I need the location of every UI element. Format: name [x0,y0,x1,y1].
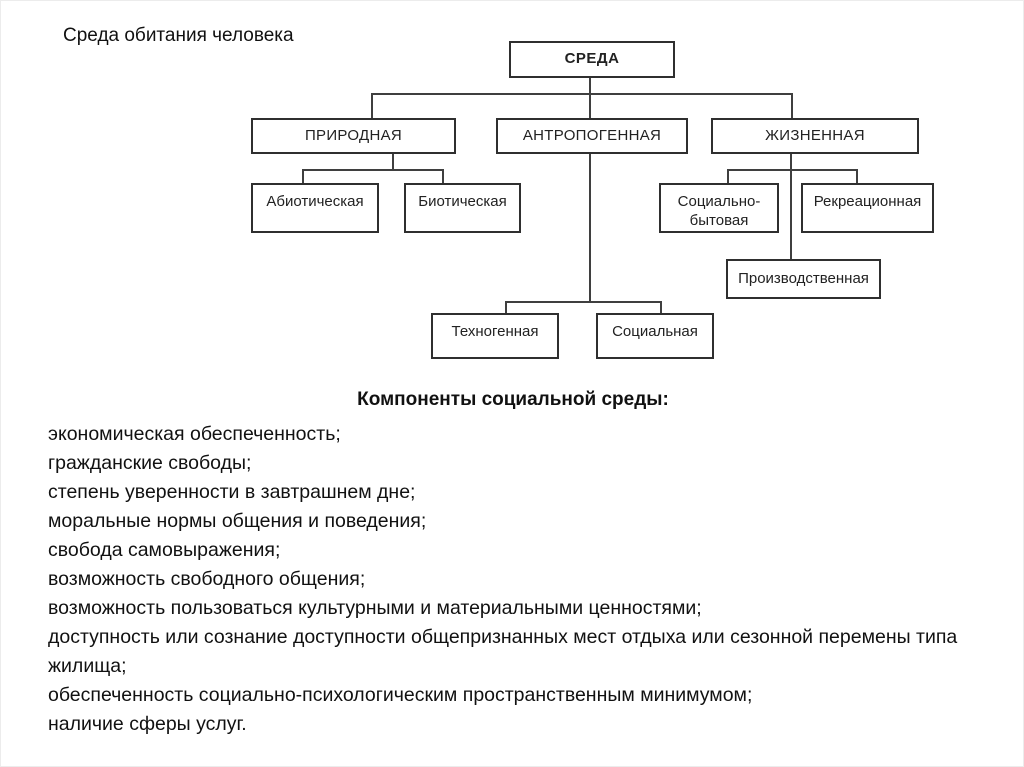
components-heading: Компоненты социальной среды: [357,389,669,410]
connector-prirodnaya-down [392,154,394,169]
list-item: возможность пользоваться культурными и материальными ценностями; [48,597,702,619]
connector-zhiznennaya-horizontal [727,169,858,171]
list-item: моральные нормы общения и поведения; [48,510,427,532]
connector-drop-zhiznennaya [791,93,793,118]
connector-antropogennaya-down [589,154,591,301]
connector-top-horizontal [371,93,793,95]
node-socialnaya: Социальная [596,313,714,359]
node-tehnogennaya: Техногенная [431,313,559,359]
connector-drop-tehnogennaya [505,301,507,313]
connector-prirodnaya-horizontal [302,169,444,171]
connector-drop-rekreacionnaya [856,169,858,183]
node-proizvodstvennaya: Производственная [726,259,881,299]
node-abioticheskaya: Абиотическая [251,183,379,233]
node-antropogennaya: АНТРОПОГЕННАЯ [496,118,688,154]
components-list [48,420,972,739]
list-item: гражданские свободы; [48,452,252,474]
list-item: наличие сферы услуг. [48,713,247,735]
node-socialno-bytovaya: Социально-бытовая [659,183,779,233]
connector-drop-abioticheskaya [302,169,304,183]
connector-drop-bioticheskaya [442,169,444,183]
node-sreda: СРЕДА [509,41,675,78]
list-item: обеспеченность социально-психологическим пространственным минимумом; [48,684,753,706]
page-title: Среда обитания человека [63,25,294,46]
list-item: экономическая обеспеченность; [48,423,341,445]
list-item: доступность или сознание доступности общепризнанных мест отдыха или сезонной перемены типа жилища; [48,626,958,677]
connector-antropogennaya-horizontal [505,301,662,303]
node-zhiznennaya: ЖИЗНЕННАЯ [711,118,919,154]
connector-drop-socialnaya [660,301,662,313]
connector-drop-antropogennaya [589,93,591,118]
connector-root-down [589,78,591,93]
list-item: возможность свободного общения; [48,568,366,590]
node-bioticheskaya: Биотическая [404,183,521,233]
list-item: свобода самовыражения; [48,539,281,561]
node-prirodnaya: ПРИРОДНАЯ [251,118,456,154]
list-item: степень уверенности в завтрашнем дне; [48,481,416,503]
node-rekreacionnaya: Рекреационная [801,183,934,233]
connector-drop-socialno-bytovaya [727,169,729,183]
connector-drop-prirodnaya [371,93,373,118]
